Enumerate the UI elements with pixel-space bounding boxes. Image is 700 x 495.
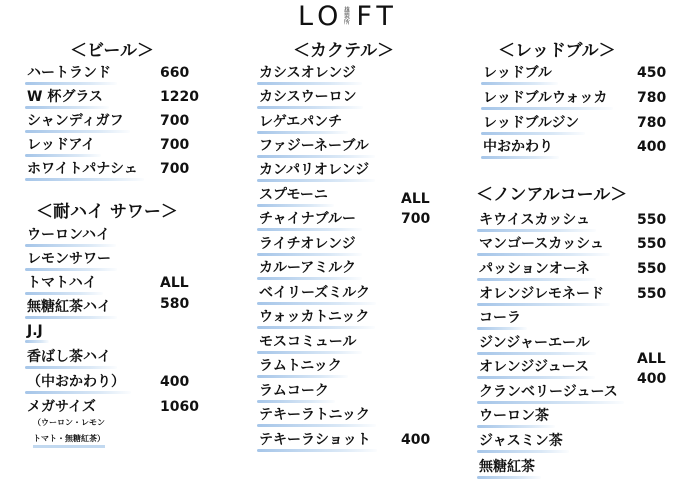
cocktail-item: スプモーニ (259, 185, 328, 207)
beer-item: ハートランド (27, 63, 111, 85)
loft-logo (298, 2, 398, 32)
cocktail-all-price: 700 (401, 211, 431, 227)
logo-text-left: LO (298, 1, 344, 32)
redbull-item: 中おかわり (483, 137, 553, 159)
redbull-section-title: ＜レッドブル＞ (498, 41, 616, 61)
cocktail-item: カシスオレンジ (259, 63, 356, 85)
cocktail-item: ラムコーク (259, 381, 329, 403)
cocktail-item: テキーラトニック (259, 405, 370, 427)
chuhai-item: J.J (27, 321, 43, 343)
chuhai-item: トマトハイ (27, 273, 97, 295)
chuhai-item: ウーロンハイ (27, 225, 110, 247)
mega-note-line2: トマト・無糖紅茶） (33, 432, 105, 448)
nonalcohol-item: 無糖紅茶 (479, 457, 535, 479)
nonalcohol-item: マンゴースカッシュ (479, 234, 604, 256)
nonalcohol-all-label: ALL (637, 351, 666, 367)
cocktail-item: テキーラショット (259, 430, 371, 452)
beer-item: シャンディガフ (27, 111, 124, 133)
cocktail-item: カルーアミルク (259, 258, 356, 280)
beer-price: 700 (160, 113, 190, 129)
chuhai-refill-price: 400 (160, 374, 190, 390)
cocktail-item: ライチオレンジ (259, 234, 356, 256)
redbull-price: 450 (637, 65, 667, 81)
beer-price: 700 (160, 137, 190, 153)
logo-small-text: 雄 製 所 (343, 7, 350, 26)
cocktail-item: レゲエパンチ (259, 112, 342, 134)
redbull-price: 400 (637, 139, 667, 155)
cocktail-all-label: ALL (401, 191, 430, 207)
nonalcohol-item: オレンジジュース (479, 357, 589, 379)
nonalcohol-section-title: ＜ノンアルコール＞ (476, 185, 628, 205)
nonalcohol-item: コーラ (479, 308, 521, 330)
nonalcohol-all-price: 400 (637, 371, 667, 387)
nonalcohol-price: 550 (637, 286, 667, 302)
cocktail-item: カシスウーロン (259, 87, 357, 109)
beer-price: 700 (160, 161, 190, 177)
chuhai-item: レモンサワー (27, 249, 111, 271)
nonalcohol-item: オレンジレモネード (479, 284, 604, 306)
beer-item: レッドアイ (27, 135, 95, 157)
cocktail-item: ベイリーズミルク (259, 283, 370, 305)
beer-item: W 杯グラス (27, 87, 103, 109)
chuhai-section-title: ＜耐ハイ サワー＞ (36, 202, 178, 222)
chuhai-all-price: 580 (160, 296, 190, 312)
nonalcohol-item: クランベリージュース (479, 382, 618, 404)
cocktail-item: カンパリオレンジ (259, 160, 369, 182)
cocktail-section-title: ＜カクテル＞ (293, 41, 395, 61)
cocktail-item: モスコミュール (259, 332, 356, 354)
redbull-item: レッドブル (483, 63, 552, 85)
redbull-price: 780 (637, 90, 667, 106)
chuhai-mega-price: 1060 (160, 399, 199, 415)
redbull-price: 780 (637, 115, 667, 131)
nonalcohol-price: 550 (637, 212, 667, 228)
chuhai-item: 香ばし茶ハイ (27, 347, 111, 369)
chuhai-all-label: ALL (160, 275, 189, 291)
beer-price: 1220 (160, 89, 199, 105)
cocktail-item: チャイナブルー (259, 209, 356, 231)
nonalcohol-item: ウーロン茶 (479, 406, 549, 428)
nonalcohol-item: キウイスカッシュ (479, 210, 590, 232)
nonalcohol-item: ジンジャーエール (479, 333, 590, 355)
chuhai-item-mega: メガサイズ (27, 399, 96, 415)
nonalcohol-price: 550 (637, 236, 667, 252)
chuhai-item: 無糖紅茶ハイ (27, 297, 111, 319)
cocktail-item: ウォッカトニック (259, 307, 369, 329)
mega-note-line1: （ウーロン・レモン (33, 418, 105, 427)
cocktail-item: ラムトニック (259, 356, 342, 378)
redbull-item: レッドブルジン (483, 113, 579, 135)
nonalcohol-item: ジャスミン茶 (479, 431, 563, 453)
beer-price: 660 (160, 65, 190, 81)
chuhai-item-refill: （中おかわり） (27, 372, 125, 394)
cocktail-item: ファジーネーブル (259, 136, 369, 158)
logo-text-right: FT (356, 1, 398, 32)
beer-section-title: ＜ビール＞ (70, 41, 154, 61)
nonalcohol-price: 550 (637, 261, 667, 277)
nonalcohol-item: パッションオーネ (479, 259, 590, 281)
redbull-item: レッドブルウォッカ (483, 88, 607, 110)
cocktail-shot-price: 400 (401, 432, 431, 448)
beer-item: ホワイトパナシェ (27, 159, 138, 181)
